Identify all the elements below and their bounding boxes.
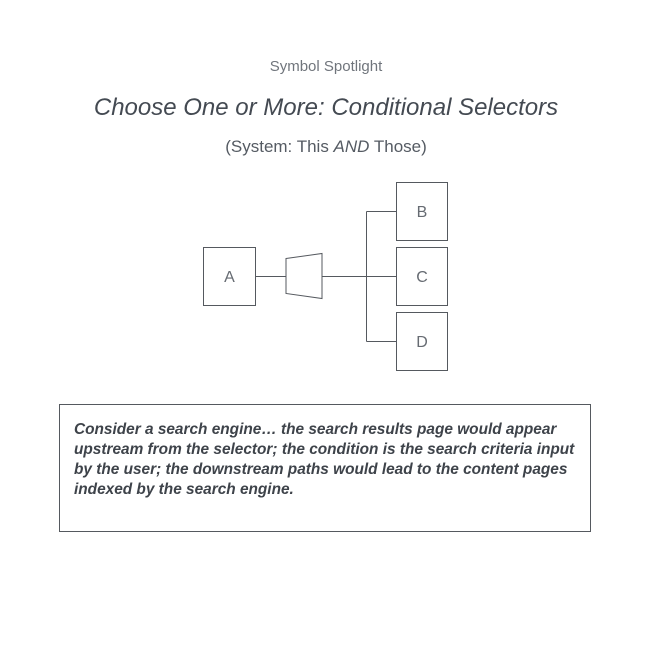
note-text: Consider a search engine… the search results page would appear upstream from the selector; the condition is the search criteria input by the user; the downstream paths would lead to the content pages indexed by the search engine. (74, 421, 575, 498)
subtitle-prefix: (System: This (225, 137, 334, 156)
node-d-label: D (416, 334, 428, 351)
node-a-label: A (224, 269, 235, 286)
subtitle-emphasis: AND (333, 137, 370, 156)
note-box (59, 404, 591, 532)
kicker-label: Symbol Spotlight (269, 58, 383, 75)
selector-symbol (286, 254, 322, 299)
node-b-label: B (416, 204, 428, 221)
node-c-label: C (416, 269, 428, 286)
subtitle-suffix: Those) (369, 137, 427, 156)
page-title: Choose One or More: Conditional Selectors (93, 94, 559, 121)
